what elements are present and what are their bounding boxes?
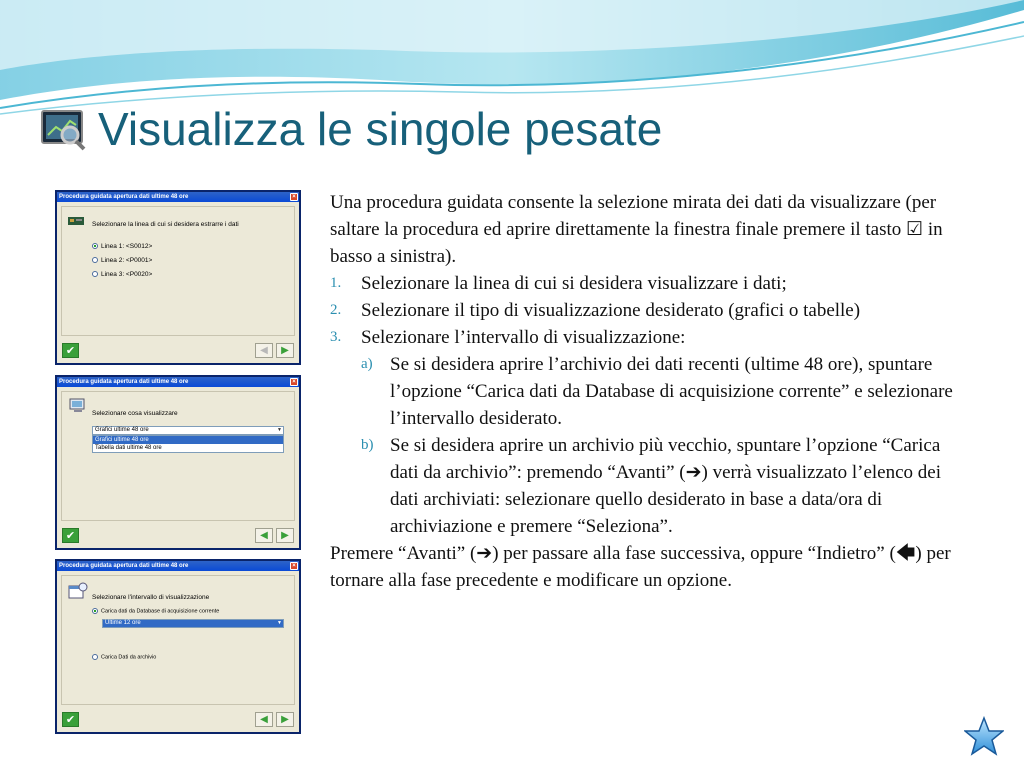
radio-icon[interactable] — [92, 271, 98, 277]
step-number: 3. — [330, 329, 342, 345]
instructions — [330, 189, 970, 594]
wizard-screenshot-type — [55, 375, 301, 550]
radio-icon[interactable] — [92, 608, 98, 614]
radio-icon[interactable] — [92, 257, 98, 263]
back-button[interactable]: ◀ — [255, 528, 273, 543]
computer-icon — [68, 398, 88, 414]
view-type-options[interactable] — [92, 435, 284, 453]
substep-item — [330, 351, 970, 432]
radio-icon[interactable] — [92, 243, 98, 249]
select-value: Ultime 12 ore — [105, 620, 141, 626]
option-label: Linea 2: <P0001> — [101, 257, 153, 264]
substep-text: Se si desidera aprire l’archivio dei dati recenti (ultime 48 ore), spuntare l’opzione “Carica dati da Database di acquisizione corrente” e selezionare l’intervallo desiderato. — [390, 354, 953, 429]
star-icon[interactable] — [964, 716, 1004, 756]
finish-button[interactable]: ✔ — [62, 528, 79, 543]
option-label: Carica Dati da archivio — [101, 654, 157, 661]
substep-number: b) — [361, 437, 374, 453]
step-item — [330, 324, 970, 351]
window-title-bar — [57, 561, 299, 571]
step-item — [330, 297, 970, 324]
close-icon: × — [290, 378, 298, 386]
wizard-panel — [61, 575, 295, 705]
title-row — [40, 102, 662, 156]
view-type-select[interactable] — [92, 426, 284, 435]
outro-paragraph: Premere “Avanti” (➔) per passare alla fase successiva, oppure “Indietro” (🡄) per tornare alla fase precedente e modificare un opzione. — [330, 543, 951, 591]
select-value: Grafici ultime 48 ore — [95, 427, 149, 433]
step-number: 1. — [330, 275, 342, 291]
line-option-2[interactable] — [92, 257, 152, 264]
chevron-down-icon[interactable]: ▼ — [277, 427, 282, 433]
radio-icon[interactable] — [92, 654, 98, 660]
calendar-clock-icon — [68, 582, 88, 600]
finish-button[interactable]: ✔ — [62, 343, 79, 358]
next-button[interactable]: ▶ — [276, 528, 294, 543]
wizard-screenshot-line — [55, 190, 301, 365]
substep-item — [330, 432, 970, 540]
window-title-bar — [57, 377, 299, 387]
page-title: Visualizza le singole pesate — [98, 103, 663, 155]
step-item — [330, 270, 970, 297]
step-text: Selezionare la linea di cui si desidera visualizzare i dati; — [361, 273, 787, 294]
select-option[interactable]: Tabella dati ultime 48 ore — [95, 445, 162, 451]
line-option-1[interactable] — [92, 243, 152, 250]
monitor-magnifier-icon — [40, 105, 88, 153]
option-label: Linea 1: <S0012> — [101, 243, 153, 250]
wizard-prompt: Selezionare la linea di cui si desidera estrarre i dati — [92, 221, 239, 228]
finish-button[interactable]: ✔ — [62, 712, 79, 727]
line-option-3[interactable] — [92, 271, 152, 278]
next-button[interactable]: ▶ — [276, 712, 294, 727]
wizard-panel — [61, 391, 295, 521]
substep-text: Se si desidera aprire un archivio più vecchio, spuntare l’opzione “Carica dati da archivio”: premendo “Avanti” (➔) verrà visualizzato l’elenco dei dati archiviati: selezionare quello desiderato in base a data/ora di archiviazione e premere “Seleziona”. — [390, 435, 942, 537]
step-text: Selezionare l’intervallo di visualizzazione: — [361, 327, 686, 348]
wizard-prompt: Selezionare cosa visualizzare — [92, 410, 178, 417]
back-button[interactable]: ◀ — [255, 343, 273, 358]
network-card-icon — [68, 215, 86, 227]
window-title-bar — [57, 192, 299, 202]
select-option[interactable]: Grafici ultime 48 ore — [93, 436, 283, 444]
close-icon: × — [290, 562, 298, 570]
window-title: Procedura guidata apertura dati ultime 48 ore — [59, 379, 189, 385]
substep-number: a) — [361, 356, 373, 372]
window-title: Procedura guidata apertura dati ultime 48 ore — [59, 194, 189, 200]
db-option[interactable] — [92, 608, 219, 614]
wizard-screenshot-interval — [55, 559, 301, 734]
wizard-panel — [61, 206, 295, 336]
close-icon: × — [290, 193, 298, 201]
chevron-down-icon[interactable]: ▼ — [277, 620, 282, 626]
option-label: Linea 3: <P0020> — [101, 271, 153, 278]
next-button[interactable]: ▶ — [276, 343, 294, 358]
step-number: 2. — [330, 302, 342, 318]
option-label: Carica dati da Database di acquisizione corrente — [101, 608, 220, 615]
wizard-prompt: Selezionare l'intervallo di visualizzazione — [92, 594, 210, 601]
window-title: Procedura guidata apertura dati ultime 48 ore — [59, 563, 189, 569]
step-text: Selezionare il tipo di visualizzazione desiderato (grafici o tabelle) — [361, 300, 861, 321]
interval-select[interactable] — [102, 619, 284, 628]
back-button[interactable]: ◀ — [255, 712, 273, 727]
intro-paragraph: Una procedura guidata consente la selezione mirata dei dati da visualizzare (per saltare la procedura ed aprire direttamente la finestra finale premere il tasto ☑ in basso a sinistra). — [330, 192, 943, 267]
archive-option[interactable] — [92, 654, 156, 660]
